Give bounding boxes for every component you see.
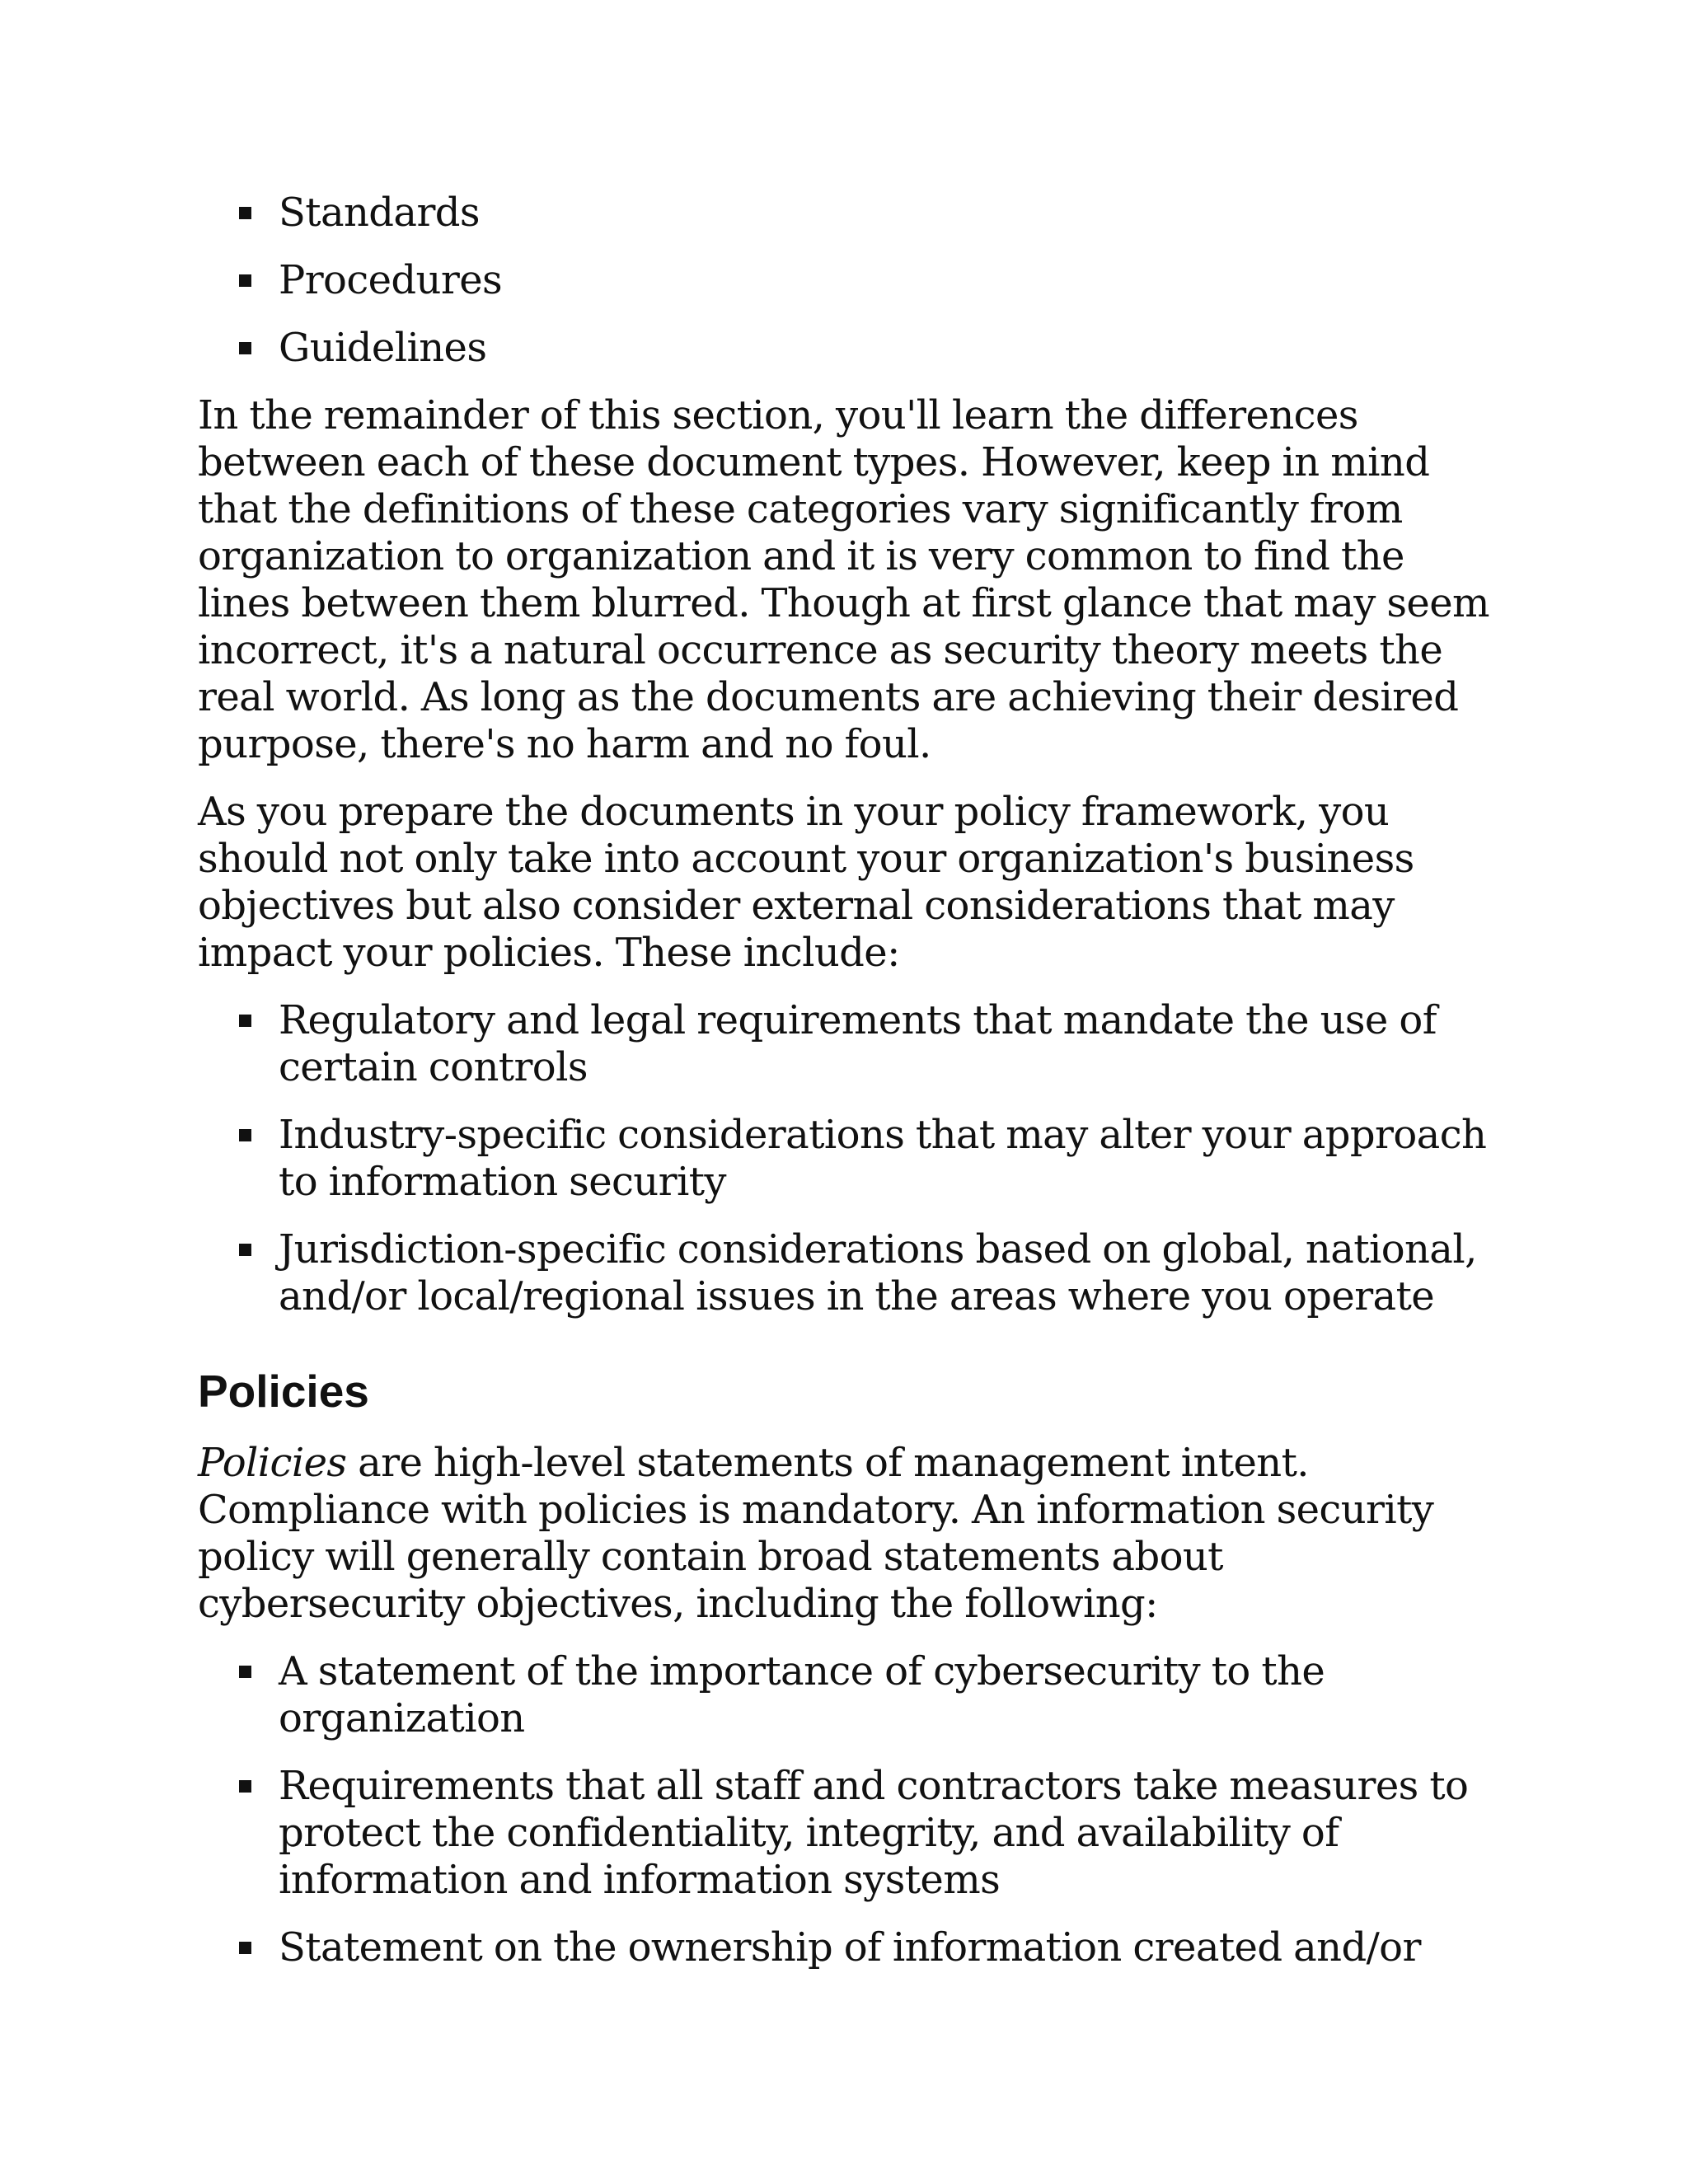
list-item-text: Statement on the ownership of information created and/or [279,1924,1421,1971]
list-item [198,1763,1500,1904]
square-bullet-icon [239,1015,251,1027]
document-types-list [198,190,1500,372]
list-item-text: Procedures [279,257,503,303]
square-bullet-icon [239,274,251,287]
list-item [198,190,1500,237]
list-item [198,257,1500,304]
external-considerations-list [198,997,1500,1320]
paragraph-external-considerations-intro: As you prepare the documents in your policy framework, you should not only take into account your organization's business objectives but also consider external considerations that may impact your policies. These include: [198,789,1414,976]
list-item-text: A statement of the importance of cybersecurity to the organization [279,1648,1325,1741]
list-item-text: Requirements that all staff and contractors take measures to protect the confidentiality, integrity, and availability of information and information systems [279,1763,1469,1903]
list-item [198,1648,1500,1742]
list-item [198,1924,1500,1971]
list-item [198,997,1500,1091]
square-bullet-icon [239,342,251,354]
section-heading-policies: Policies [198,1366,369,1417]
list-item [198,325,1500,372]
square-bullet-icon [239,1666,251,1678]
list-item [198,1226,1500,1320]
policies-term: Policies [198,1440,347,1486]
list-item-text: Industry-specific considerations that may alter your approach to information security [279,1112,1487,1205]
square-bullet-icon [239,1129,251,1141]
document-page [198,190,1500,1992]
square-bullet-icon [239,1244,251,1256]
list-item-text: Jurisdiction-specific considerations based on global, national, and/or local/regional issues in the areas where you operate [279,1226,1477,1319]
list-item-text: Standards [279,190,480,236]
square-bullet-icon [239,207,251,219]
paragraph-policies-definition [198,1440,1500,1628]
list-item-text: Regulatory and legal requirements that mandate the use of certain controls [279,997,1437,1090]
list-item [198,1112,1500,1206]
policies-definition-text: are high-level statements of management intent. Compliance with policies is mandatory. An information security policy will generally contain broad statements about cybersecurity objectives, including the following: [198,1440,1434,1627]
square-bullet-icon [239,1780,251,1793]
policy-contents-list [198,1648,1500,1971]
paragraph-document-types-intro: In the remainder of this section, you'll learn the differences between each of these document types. However, keep in mind that the definitions of these categories vary significantly from organization to organization and it is very common to find the lines between them blurred. Though at first glance that may seem incorrect, it's a natural occurrence as security theory meets the real world. As long as the documents are achieving their desired purpose, there's no harm and no foul. [198,392,1489,767]
square-bullet-icon [239,1942,251,1954]
list-item-text: Guidelines [279,325,487,371]
